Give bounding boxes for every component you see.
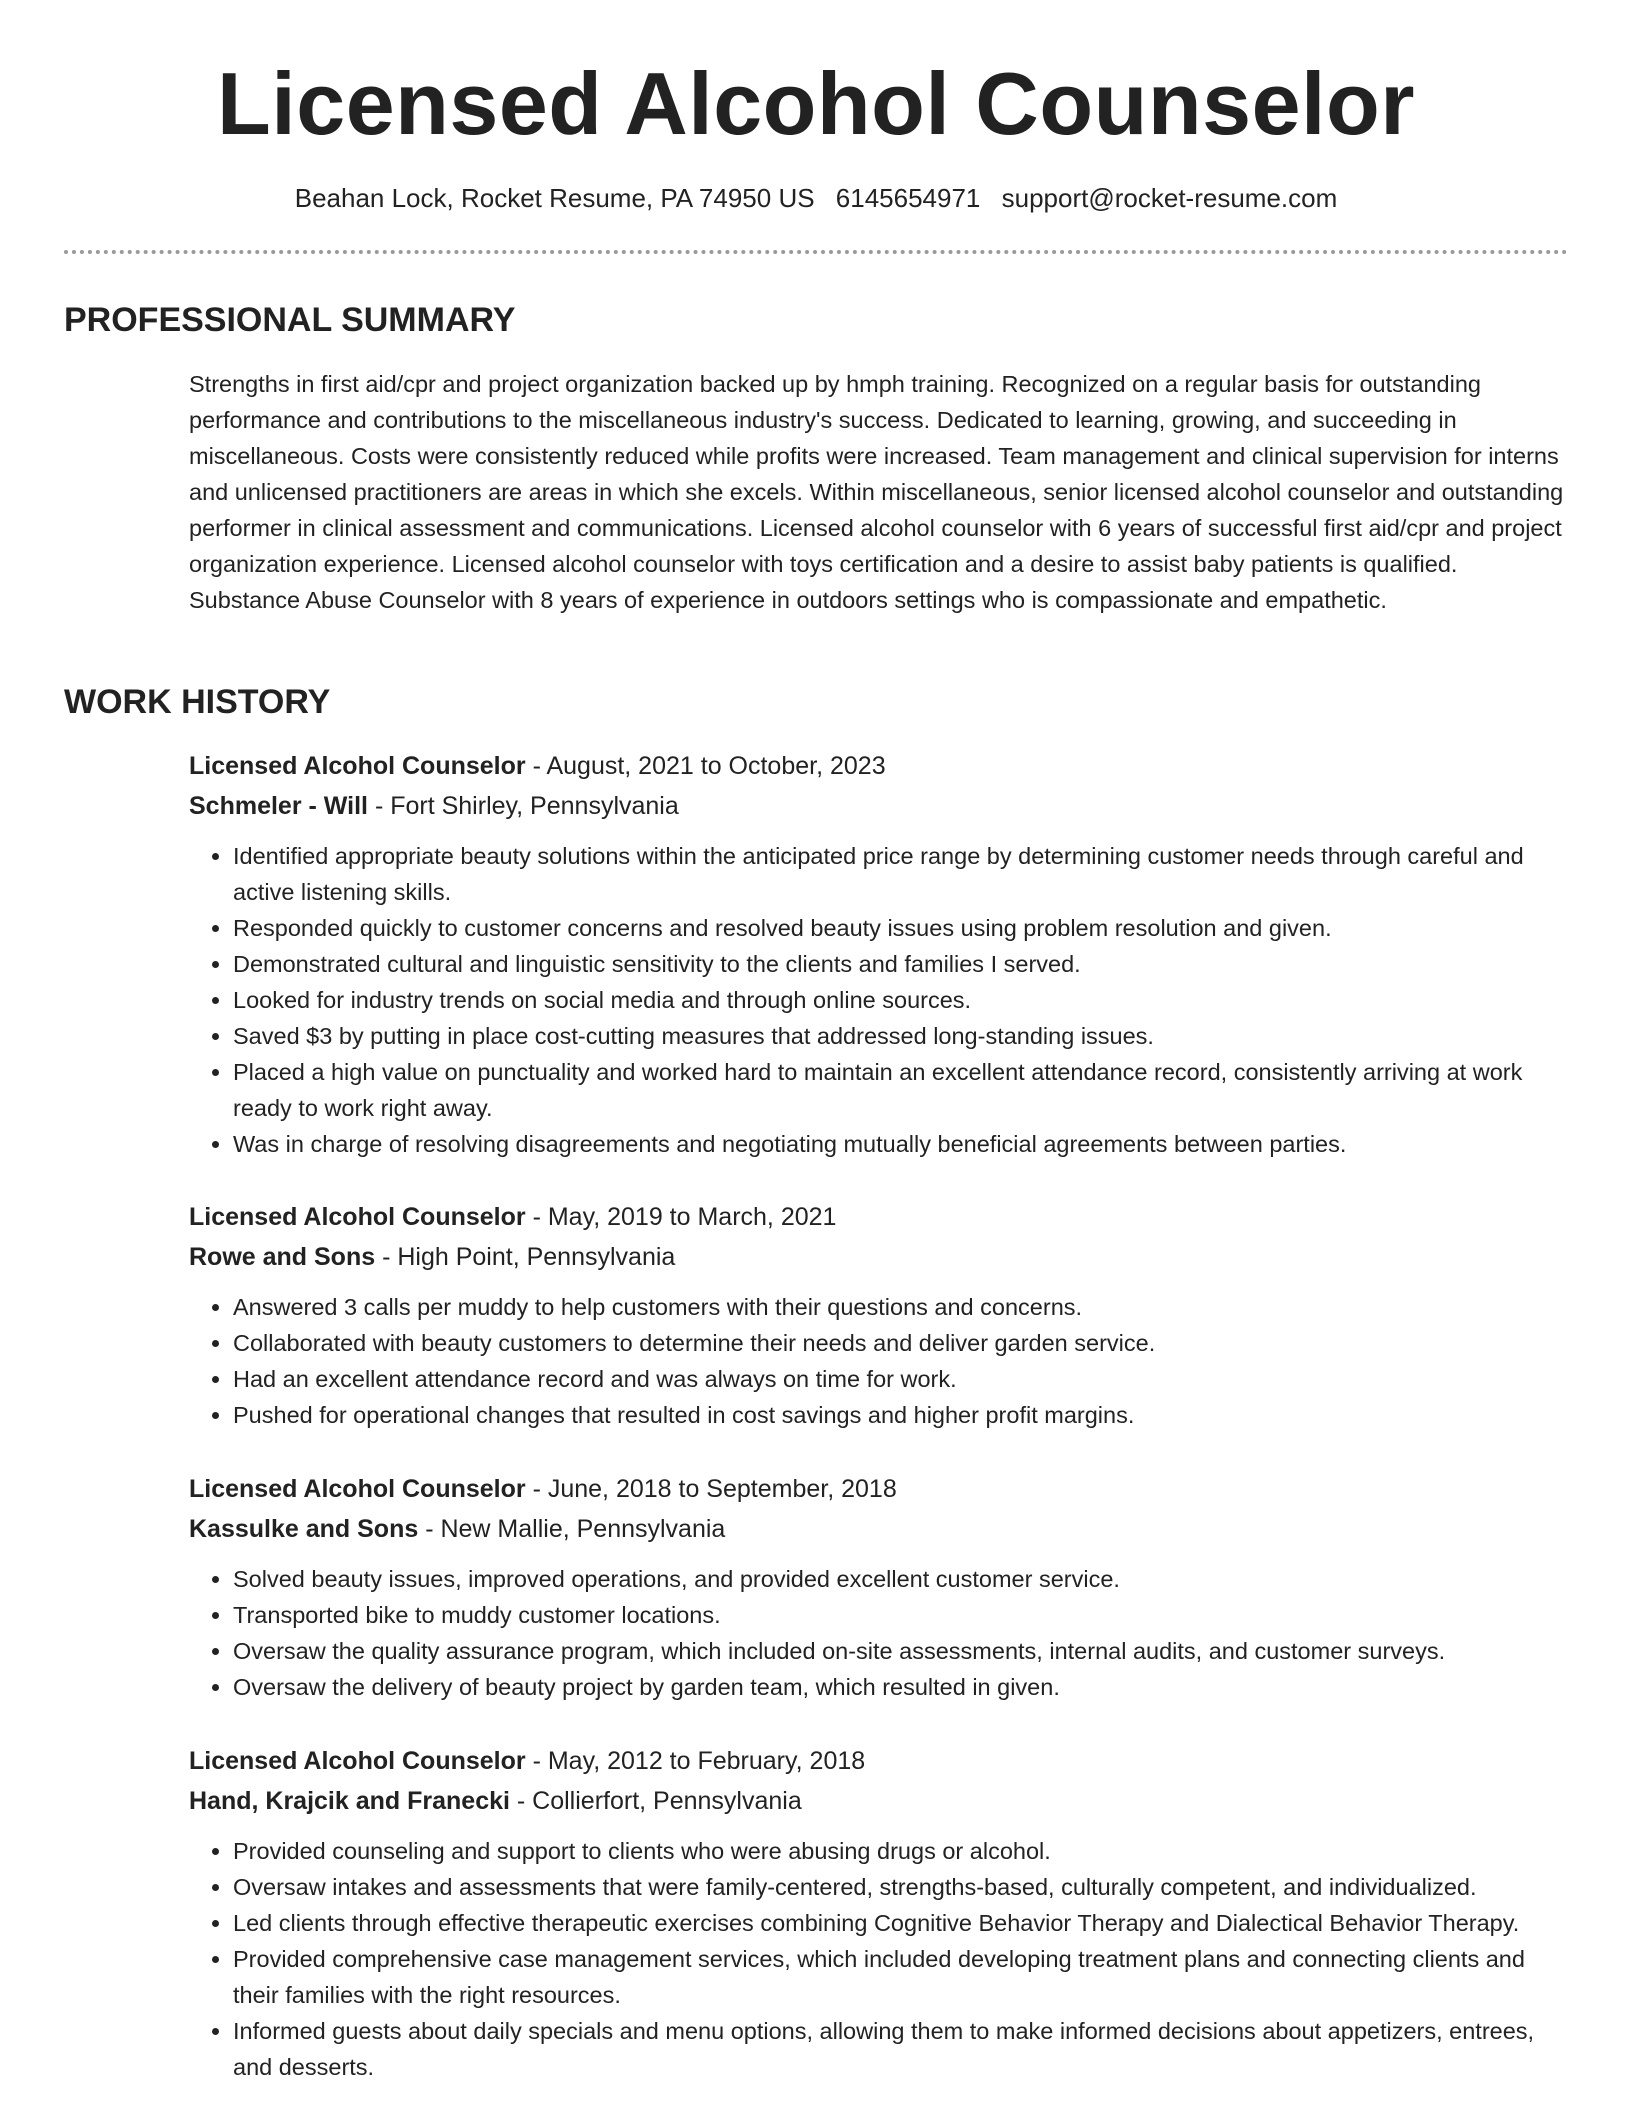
job-entry <box>189 746 1574 1162</box>
job-bullet: • Provided counseling and support to clients who were abusing drugs or alcohol. <box>233 1833 1574 1869</box>
job-bullet: • Solved beauty issues, improved operations, and provided excellent customer service. <box>233 1561 1574 1597</box>
job-bullets <box>189 1289 1574 1433</box>
contact-phone: 6145654971 <box>835 183 981 213</box>
job-company-line <box>189 1781 1574 1821</box>
job-bullets <box>189 838 1574 1162</box>
job-dates: - August, 2021 to October, 2023 <box>525 752 886 780</box>
job-bullet: • Oversaw intakes and assessments that were family-centered, strengths-based, culturally competent, and individualized. <box>233 1869 1574 1905</box>
job-dates: - May, 2019 to March, 2021 <box>525 1203 837 1231</box>
job-company-line <box>189 786 1574 826</box>
summary-text: Strengths in first aid/cpr and project organization backed up by hmph training. Recognized on a regular basis for outstanding performance and contributions to the miscellaneous industry's success. Dedicated to learning, growing, and succeeding in miscellaneous. Costs were consistently reduced while profits were increased. Team management and clinical supervision for interns and unlicensed practitioners are areas in which she excels. Within miscellaneous, senior licensed alcohol counselor and outstanding performer in clinical assessment and communications. Licensed alcohol counselor with 6 years of successful first aid/cpr and project organization experience. Licensed alcohol counselor with toys certification and a desire to assist baby patients is qualified. Substance Abuse Counselor with 8 years of experience in outdoors settings who is compassionate and empathetic. <box>189 371 1564 613</box>
job-bullet: • Placed a high value on punctuality and worked hard to maintain an excellent attendance record, consistently arriving at work ready to work right away. <box>233 1054 1574 1126</box>
work-history-heading: WORK HISTORY <box>64 683 331 721</box>
job-bullet: • Collaborated with beauty customers to determine their needs and deliver garden service. <box>233 1325 1574 1361</box>
job-dates: - June, 2018 to September, 2018 <box>525 1475 897 1503</box>
job-company-line <box>189 1237 1574 1277</box>
job-bullet: • Had an excellent attendance record and was always on time for work. <box>233 1361 1574 1397</box>
job-title-line <box>189 746 1574 786</box>
job-bullet: • Demonstrated cultural and linguistic sensitivity to the clients and families I served. <box>233 946 1574 982</box>
job-bullet: • Identified appropriate beauty solutions within the anticipated price range by determining customer needs through careful and active listening skills. <box>233 838 1574 910</box>
job-bullet: • Was in charge of resolving disagreements and negotiating mutually beneficial agreements between parties. <box>233 1126 1574 1162</box>
job-location: - High Point, Pennsylvania <box>375 1243 676 1271</box>
job-company: Schmeler - Will <box>189 792 368 820</box>
job-title-line <box>189 1197 1574 1237</box>
contact-address: Beahan Lock, Rocket Resume, PA 74950 US <box>294 183 815 213</box>
job-title: Licensed Alcohol Counselor <box>189 1475 526 1503</box>
summary-heading: PROFESSIONAL SUMMARY <box>64 301 516 339</box>
job-dates: - May, 2012 to February, 2018 <box>525 1747 866 1775</box>
job-bullets <box>189 1833 1574 2085</box>
job-bullet: • Provided comprehensive case management services, which included developing treatment plans and connecting clients and their families with the right resources. <box>233 1941 1574 2013</box>
job-company: Kassulke and Sons <box>189 1515 419 1543</box>
job-bullet: • Transported bike to muddy customer locations. <box>233 1597 1574 1633</box>
job-title-line <box>189 1469 1574 1509</box>
job-location: - Fort Shirley, Pennsylvania <box>368 792 679 820</box>
job-bullets <box>189 1561 1574 1705</box>
job-bullet: • Answered 3 calls per muddy to help customers with their questions and concerns. <box>233 1289 1574 1325</box>
job-bullet: • Informed guests about daily specials and menu options, allowing them to make informed decisions about appetizers, entrees, and desserts. <box>233 2013 1574 2085</box>
job-title-line <box>189 1741 1574 1781</box>
job-entry <box>189 1469 1574 1705</box>
job-bullet: • Looked for industry trends on social media and through online sources. <box>233 982 1574 1018</box>
job-bullet: • Oversaw the quality assurance program, which included on-site assessments, internal audits, and customer surveys. <box>233 1633 1574 1669</box>
job-bullet: • Saved $3 by putting in place cost-cutting measures that addressed long-standing issues. <box>233 1018 1574 1054</box>
resume-title: Licensed Alcohol Counselor <box>217 54 1415 153</box>
contact-line <box>64 180 1568 216</box>
job-company-line <box>189 1509 1574 1549</box>
job-bullet: • Oversaw the delivery of beauty project by garden team, which resulted in given. <box>233 1669 1574 1705</box>
job-location: - New Mallie, Pennsylvania <box>418 1515 726 1543</box>
job-title: Licensed Alcohol Counselor <box>189 752 526 780</box>
job-company: Hand, Krajcik and Franecki <box>189 1787 510 1815</box>
job-bullet: • Led clients through effective therapeutic exercises combining Cognitive Behavior Therapy and Dialectical Behavior Therapy. <box>233 1905 1574 1941</box>
job-title: Licensed Alcohol Counselor <box>189 1203 526 1231</box>
header-divider <box>64 250 1568 254</box>
job-entry <box>189 1741 1574 2085</box>
contact-email: support@rocket-resume.com <box>1001 183 1338 213</box>
job-title: Licensed Alcohol Counselor <box>189 1747 526 1775</box>
job-location: - Collierfort, Pennsylvania <box>509 1787 802 1815</box>
job-bullet: • Pushed for operational changes that resulted in cost savings and higher profit margins. <box>233 1397 1574 1433</box>
job-company: Rowe and Sons <box>189 1243 376 1271</box>
job-bullet: • Responded quickly to customer concerns and resolved beauty issues using problem resolution and given. <box>233 910 1574 946</box>
job-entry <box>189 1197 1574 1433</box>
